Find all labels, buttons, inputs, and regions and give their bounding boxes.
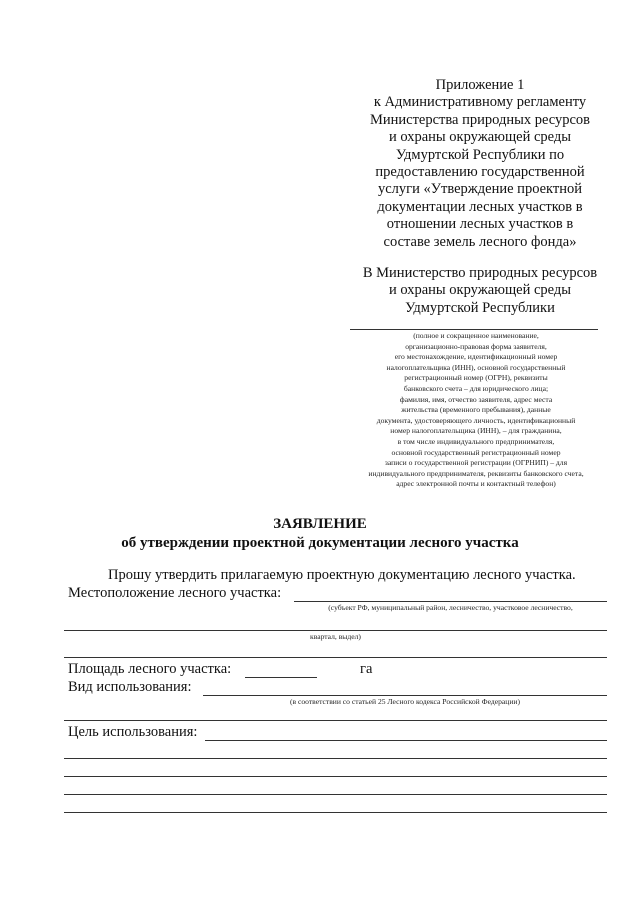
applicant-field-line[interactable] [350, 329, 598, 330]
purpose-field-line[interactable] [64, 758, 607, 759]
hint-line: регистрационный номер (ОГРН), реквизиты [404, 373, 548, 383]
appendix-line: Удмуртской Республики по [395, 146, 565, 163]
hint-line: налогоплательщика (ИНН), основной государственный [386, 362, 566, 372]
hint-line: организационно-правовая форма заявителя, [405, 341, 547, 351]
appendix-line: предоставлению государственной [375, 164, 585, 181]
appendix-line: к Административному регламенту [373, 94, 587, 111]
applicant-hint [345, 331, 607, 490]
location-hint: (субъект РФ, муниципальный район, лесничество, участковое лесничество, [328, 603, 573, 612]
location-hint-2: квартал, выдел) [310, 632, 361, 641]
hint-line: фамилия, имя, отчество заявителя, адрес места [399, 394, 553, 404]
hint-line: его местонахождение, идентификационный номер [394, 352, 558, 362]
hint-line: номер налогоплательщика (ИНН), – для гражданина, [390, 426, 562, 436]
request-text: Прошу утвердить прилагаемую проектную документацию лесного участка. [108, 567, 576, 583]
hint-line: адрес электронной почты и контактный телефон) [396, 479, 556, 489]
appendix-line: Министерства природных ресурсов [369, 111, 591, 128]
purpose-field-line[interactable] [64, 794, 607, 795]
addressee-block [345, 265, 615, 317]
document-title [0, 515, 640, 553]
separator-line [64, 720, 607, 721]
separator-line [64, 657, 607, 658]
hint-line: жительства (временного пребывания), данные [401, 405, 551, 415]
title-main: ЗАЯВЛЕНИЕ [273, 516, 367, 532]
location-field-line-2[interactable] [64, 630, 607, 631]
hint-line: основной государственный регистрационный номер [391, 447, 561, 457]
hint-line: индивидуального предпринимателя, реквизиты банковского счета, [368, 468, 584, 478]
appendix-line: отношении лесных участков в [386, 216, 574, 233]
appendix-line: услуги «Утверждение проектной [377, 181, 583, 198]
hint-line: в том числе индивидуального предпринимателя, [397, 436, 555, 446]
hint-line: документа, удостоверяющего личность, идентификационный [376, 415, 576, 425]
hint-line: банковского счета – для юридического лица; [403, 383, 549, 393]
area-unit: га [360, 661, 373, 677]
addressee-line: В Министерство природных ресурсов [362, 265, 598, 281]
hint-line: записи о государственной регистрации (ОГРНИП) – для [384, 458, 568, 468]
appendix-line: и охраны окружающей среды [388, 129, 572, 146]
location-label: Местоположение лесного участка: [68, 585, 282, 601]
addressee-line: Удмуртской Республики [405, 299, 555, 316]
area-label: Площадь лесного участка: [68, 661, 232, 677]
use-type-label: Вид использования: [68, 679, 192, 695]
appendix-header [345, 77, 615, 251]
appendix-line: Приложение 1 [435, 77, 525, 93]
appendix-line: составе земель лесного фонда» [383, 233, 577, 250]
use-type-hint: (в соответствии со статьей 25 Лесного кодекса Российской Федерации) [289, 697, 521, 706]
appendix-line: документации лесных участков в [377, 198, 583, 215]
purpose-field-line[interactable] [64, 812, 607, 813]
area-field-line[interactable] [245, 677, 317, 678]
location-field-line[interactable] [294, 601, 607, 602]
purpose-field-line[interactable] [64, 776, 607, 777]
purpose-field-line[interactable] [205, 740, 607, 741]
addressee-line: и охраны окружающей среды [388, 282, 572, 299]
title-sub: об утверждении проектной документации лесного участка [121, 535, 519, 551]
purpose-label: Цель использования: [68, 724, 198, 740]
hint-line: (полное и сокращенное наименование, [413, 331, 539, 340]
use-type-field-line[interactable] [203, 695, 607, 696]
